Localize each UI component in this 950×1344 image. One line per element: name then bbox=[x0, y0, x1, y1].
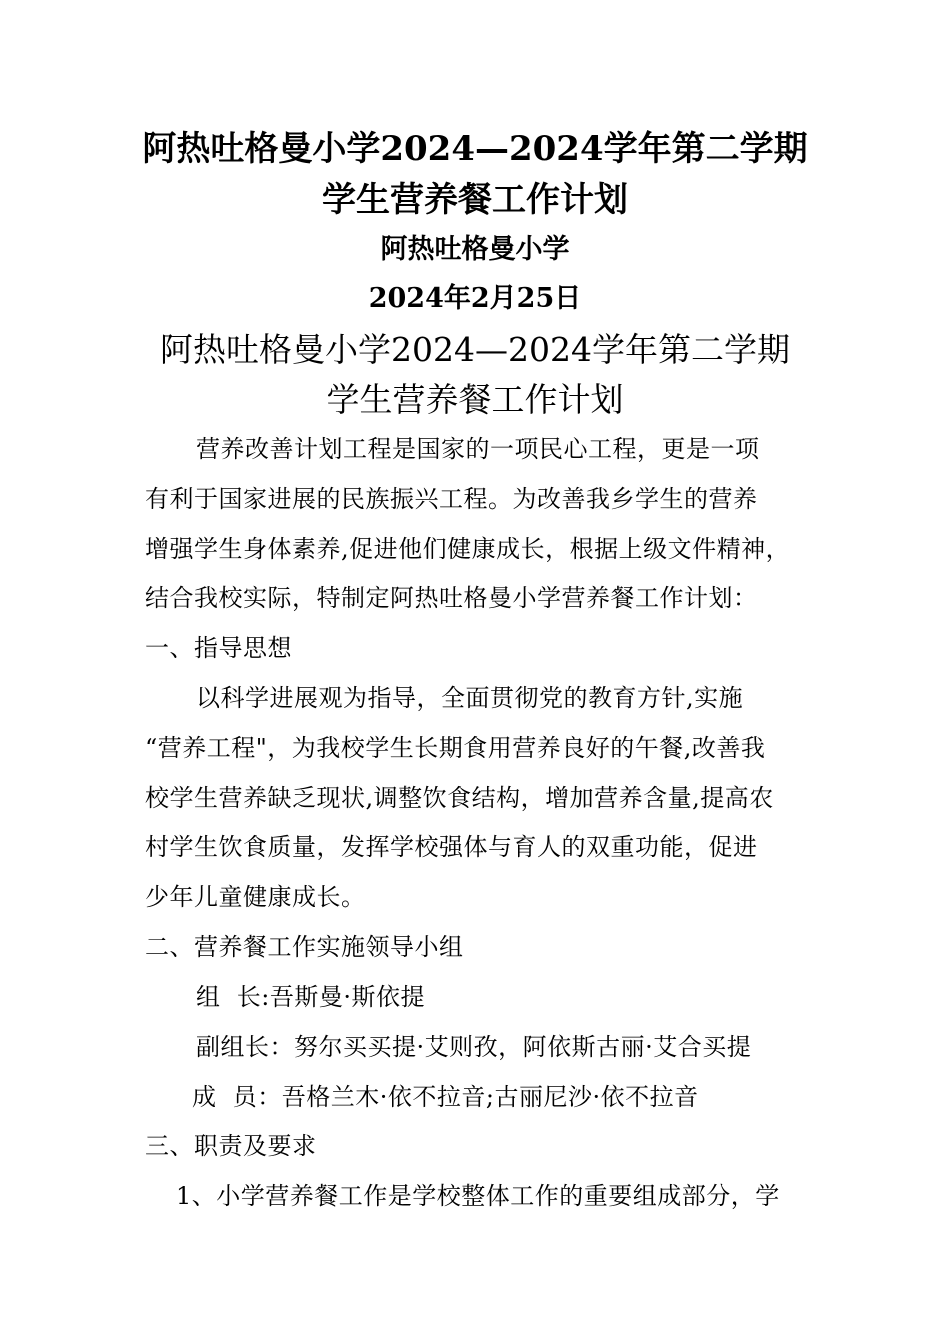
section1-line: 以科学进展观为指导，全面贯彻党的教育方针,实施 bbox=[196, 684, 744, 712]
section1-title: 一、指导思想 bbox=[145, 634, 292, 662]
cover-date: 2024年2月25日 bbox=[368, 283, 582, 314]
section2-deputy: 副组长：努尔买买提·艾则孜，阿依斯古丽·艾合买提 bbox=[196, 1033, 752, 1061]
intro-line: 营养改善计划工程是国家的一项民心工程，更是一项 bbox=[196, 435, 760, 463]
cover-school-name: 阿热吐格曼小学 bbox=[380, 234, 570, 265]
section1-line: 少年儿童健康成长。 bbox=[145, 883, 366, 911]
section2-leader: 组 长:吾斯曼·斯依提 bbox=[196, 983, 425, 1011]
section3-title: 三、职责及要求 bbox=[145, 1132, 317, 1160]
section1-line: 校学生营养缺乏现状,调整饮食结构，增加营养含量,提高农 bbox=[145, 784, 774, 812]
section2-title: 二、营养餐工作实施领导小组 bbox=[145, 933, 464, 961]
section2-members: 成 员：吾格兰木·依不拉音;古丽尼沙·依不拉音 bbox=[192, 1083, 699, 1111]
intro-line: 增强学生身体素养,促进他们健康成长，根据上级文件精神， bbox=[145, 535, 791, 563]
heading-line1: 阿热吐格曼小学2024—2024学年第二学期 bbox=[160, 330, 790, 369]
heading-line2: 学生营养餐工作计划 bbox=[326, 380, 624, 419]
section3-item1: 1、小学营养餐工作是学校整体工作的重要组成部分，学 bbox=[176, 1182, 780, 1210]
section1-line: 村学生饮食质量，发挥学校强体与育人的双重功能，促进 bbox=[145, 833, 758, 861]
intro-line: 有利于国家进展的民族振兴工程。为改善我乡学生的营养 bbox=[145, 485, 758, 513]
section1-line: “营养工程"，为我校学生长期食用营养良好的午餐,改善我 bbox=[145, 734, 766, 762]
cover-title-line1: 阿热吐格曼小学2024—2024学年第二学期 bbox=[142, 129, 808, 169]
intro-line: 结合我校实际，特制定阿热吐格曼小学营养餐工作计划： bbox=[145, 584, 758, 612]
cover-title-line2: 学生营养餐工作计划 bbox=[322, 180, 628, 220]
